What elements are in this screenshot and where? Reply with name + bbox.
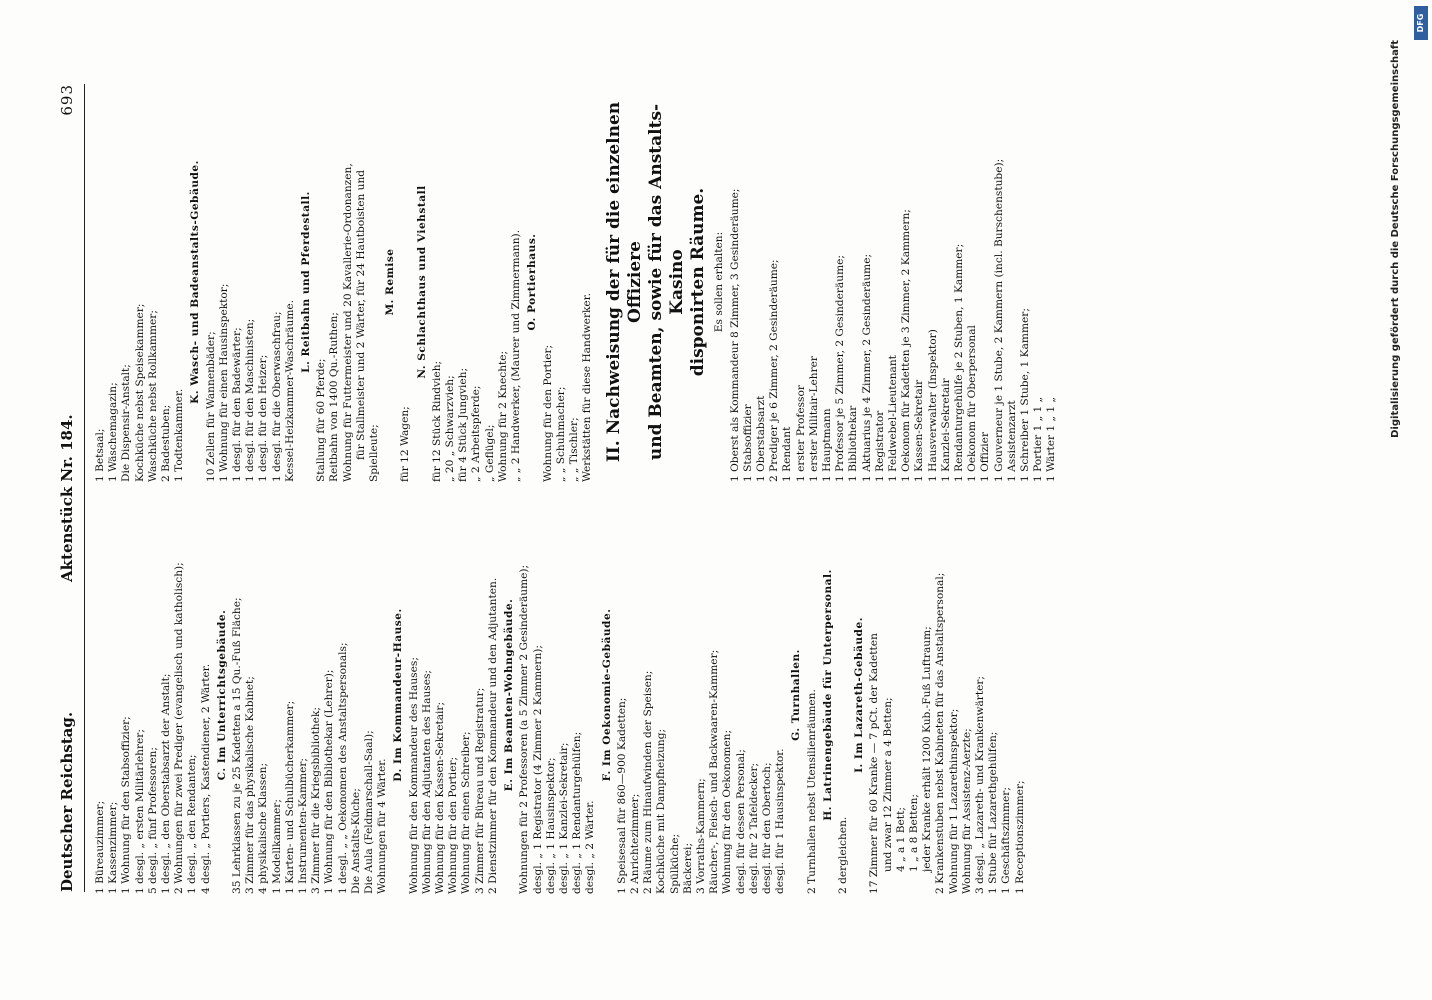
- list-item: für 4 Stück Jungvieh;: [457, 367, 470, 482]
- list-item: für Stallmeister und 2 Wärter, für 24 Hautboisten und: [354, 169, 367, 460]
- right-text-column: [94, 82, 1394, 482]
- right-inventory-list: [94, 82, 594, 482]
- list-item: desgl. „ 2 Wärter.: [584, 800, 597, 894]
- list-item: Bäckerei;: [681, 842, 694, 894]
- section-heading: L. Reitbahn und Pferdestall.: [300, 191, 313, 373]
- staff-intro: Es sollen erhalten:: [713, 231, 726, 333]
- list-item: 2 Räume zum Hinaufwinden der Speisen;: [642, 670, 655, 894]
- list-item: 1 Speisesaal für 860—900 Kadetten;: [615, 697, 628, 894]
- list-item: 3 Zimmer für die Kriegsbibliothek;: [310, 707, 323, 894]
- list-item: für 12 Wagen;: [399, 406, 412, 482]
- page-header: [58, 84, 86, 892]
- list-item: Spülküche;: [668, 833, 681, 894]
- list-item: 1 Wohnung für den Bibliothekar (Lehrer);: [323, 669, 336, 894]
- credit-text: Digitalisierung gefördert durch die Deutsche Forschungsgemeinschaft: [1390, 40, 1401, 438]
- list-item: 5 desgl. „ fünf Professoren;: [146, 747, 159, 894]
- list-item: „ 20 „ Schwarzvieh;: [444, 375, 457, 482]
- list-item: desgl. „ 1 Rendanturgehülfen;: [571, 731, 584, 894]
- list-item: 1 Oekonom für Kadetten je 3 Zimmer, 2 Kammern;: [900, 209, 913, 482]
- list-item: 1 Oberstabsarzt: [754, 395, 767, 482]
- list-item: 1 Instrumenten-Kammer;: [297, 758, 310, 894]
- list-item: „ „ 2 Handwerker, (Maurer und Zimmermann).: [510, 229, 523, 482]
- list-item: „ „ Schuhmacher;: [554, 386, 567, 482]
- list-item: Wohnung für 2 Knechte;: [496, 350, 509, 482]
- list-item: 1 Hausverwalter (Inspektor): [926, 329, 939, 482]
- section-title-line: disponirten Räume.: [688, 187, 709, 377]
- list-item: Wohnung für einen Schreiber;: [460, 731, 473, 894]
- list-item: 1 Geschäftszimmer;: [1000, 787, 1013, 894]
- list-item: Die Anstalts-Küche;: [349, 788, 362, 894]
- section-heading: F. Im Oekonomie-Gebäude.: [600, 608, 613, 782]
- list-item: Die Dispensir-Anstalt;: [120, 364, 133, 482]
- list-item: 1 Kanzlei-Sekretair: [939, 378, 952, 482]
- list-item: Kessel-Heizkammer-Waschräume.: [283, 299, 296, 482]
- section-heading: G. Turnhallen.: [790, 649, 803, 741]
- list-item: 1 Rendant: [781, 426, 794, 482]
- list-item: 2 Wohnungen für zwei Prediger (evangelisch und katholisch);: [173, 562, 186, 894]
- list-item: 4 physikalische Klassen;: [257, 762, 270, 894]
- list-item: 1 „ a 8 Betten;: [907, 794, 920, 872]
- section-title: [604, 82, 709, 482]
- list-item: 10 Zellen für Wannenbäder;: [204, 331, 217, 482]
- list-item: 17 Zimmer für 60 Kranke — 7 pCt. der Kadetten: [868, 633, 881, 894]
- list-item: 1 Schreiber 1 Stube, 1 Kammer;: [1018, 308, 1031, 482]
- section-heading: M. Remise: [384, 248, 397, 316]
- list-item: 1 Wohnung für einen Hausinspektor;: [217, 283, 230, 482]
- list-item: Stallung für 60 Pferde;: [315, 358, 328, 482]
- list-item: Wohnung für den Kommandeur des Hauses;: [407, 657, 420, 894]
- list-item: Kochküche nebst Speisekammer;: [133, 303, 146, 482]
- list-item: 3 Vorraths-Kammern;: [694, 778, 707, 894]
- list-item: 1 Gouverneur je 1 Stube, 2 Kammern (incl. Burschenstube);: [992, 158, 1005, 482]
- list-item: 1 Registrator: [873, 410, 886, 482]
- list-item: 1 desgl. für den Maschinisten;: [244, 318, 257, 482]
- list-item: und zwar 12 Zimmer a 4 Betten;: [881, 697, 894, 872]
- list-item: 35 Lehrklassen zu je 25 Kadetten a 15 Qu.-Fuß Fläche;: [231, 597, 244, 894]
- list-item: 1 Receptionszimmer;: [1013, 780, 1026, 894]
- list-item: desgl. für den Obertoch;: [760, 762, 773, 894]
- list-item: desgl. für 1 Hausinspektor.: [774, 748, 787, 894]
- list-item: 4 desgl. „ Portiers, Kastendiener, 2 Wärter.: [199, 663, 212, 894]
- list-item: Waschküche nebst Rollkammer;: [146, 310, 159, 482]
- dfg-logo-text: DFG: [1416, 13, 1425, 33]
- list-item: 1 Kassen-Sekretair: [913, 379, 926, 482]
- staff-allocation-list: [729, 82, 1059, 482]
- list-item: Wohnung für den Portier;: [541, 344, 554, 482]
- section-heading: H. Latrinengebäude für Unterpersonal.: [821, 569, 834, 821]
- list-item: 2 Krankenstuben nebst Kabineten für das Anstaltspersonal;: [934, 572, 947, 894]
- list-item: Wohnung für 1 Lazarethinspektor;: [947, 708, 960, 894]
- header-rule: [84, 84, 85, 892]
- list-item: Wohnung für den Kassen-Sekretair;: [434, 701, 447, 894]
- section-heading: E. Im Beamten-Wohngebäude.: [503, 598, 516, 792]
- list-item: 1 desgl. für die Oberwaschfrau;: [270, 311, 283, 482]
- header-document-number: Aktenstück Nr. 184.: [58, 414, 76, 582]
- list-item: 1 Rendanturgehülfe je 2 Stuben, 1 Kammer;: [952, 243, 965, 482]
- list-item: 2 dergleichen.: [836, 816, 849, 894]
- list-item: 1 Assistenzarzt: [1005, 400, 1018, 482]
- list-item: Reitbahn von 1400 Qu.-Ruthen;: [328, 312, 341, 482]
- list-item: jeder Kranke erhält 1200 Kub.-Fuß Luftraum;: [921, 626, 934, 872]
- list-item: desgl. „ 1 Registrator (4 Zimmer 2 Kammern);: [531, 645, 544, 894]
- list-item: desgl. „ 1 Hausinspektor;: [544, 757, 557, 894]
- list-item: 1 Wohnung für den Stabsoffizier;: [120, 716, 133, 894]
- list-item: 2 Badestuben;: [160, 404, 173, 482]
- section-heading: N. Schlachthaus und Viehstall: [415, 185, 428, 379]
- list-item: 1 Oberst als Kommandeur 8 Zimmer, 3 Gesinderäume;: [728, 188, 741, 482]
- list-item: Wohnungen für 2 Professoren (a 5 Zimmer 2 Gesinderäume);: [518, 564, 531, 894]
- list-item: 1 Modellkammer;: [270, 799, 283, 894]
- digitization-credit: [1390, 40, 1408, 960]
- list-item: Wohnung für den Adjutanten des Hauses;: [420, 670, 433, 894]
- list-item: für 12 Stück Rindvieh;: [430, 360, 443, 482]
- list-item: 1 Offizier: [979, 431, 992, 482]
- list-item: 1 desgl. für den Heizer;: [257, 354, 270, 482]
- dfg-logo: [1414, 6, 1428, 40]
- list-item: Kochküche mit Dampfheizung;: [655, 728, 668, 894]
- list-item: 3 Zimmer für das physikalische Kabinet;: [244, 676, 257, 894]
- list-item: 4 „ a 1 Bett;: [894, 807, 907, 872]
- header-publication: Deutscher Reichstag.: [58, 711, 76, 892]
- section-heading: D. Im Kommandeur-Hause.: [392, 608, 405, 782]
- list-item: 1 Bibliothekar: [847, 405, 860, 482]
- list-item: 1 desgl. für den Badewärter;: [231, 327, 244, 482]
- list-item: 1 Hauptmann: [820, 408, 833, 482]
- list-item: „ 2 Arbeitspferde;: [470, 385, 483, 482]
- list-item: Wohnung für Assistenz-Aerzte;: [960, 728, 973, 894]
- list-item: 1 desgl. „ ersten Militärlehrer;: [133, 729, 146, 894]
- list-item: Die Aula (Feldmarschall-Saal);: [363, 730, 376, 894]
- list-item: 1 Portier 1 „ 1 „: [1032, 396, 1045, 482]
- list-item: 2 Prediger je 6 Zimmer, 2 Gesinderäume;: [768, 259, 781, 482]
- section-heading: K. Wasch- und Badeanstalts-Gebäude.: [189, 160, 202, 404]
- list-item: Räucher-, Fleisch- und Backwaaren-Kammer;: [708, 649, 721, 894]
- list-item: 1 Stabsoffizier: [741, 404, 754, 482]
- list-item: 1 Todtenkammer.: [173, 388, 186, 482]
- list-item: 1 desgl. „ den Rendanten;: [186, 754, 199, 894]
- list-item: Werkstätten für diese Handwerker.: [581, 293, 594, 482]
- list-item: 1 Karten- und Schulbücherkammer;: [283, 700, 296, 894]
- section-heading: C. Im Unterrichtsgebäude.: [215, 609, 228, 781]
- list-item: „ „ Tischler;: [567, 417, 580, 482]
- list-item: 1 Wärter 1 „ 1 „: [1045, 397, 1058, 482]
- list-item: 1 Betsaal;: [94, 428, 106, 482]
- list-item: 1 Oekonom für Oberpersonal: [966, 325, 979, 482]
- left-text-column: [94, 496, 1394, 894]
- list-item: 1 Wäschemagazin;: [107, 382, 120, 482]
- list-item: Wohnung für den Oekonomen;: [721, 729, 734, 894]
- list-item: 1 erster Professor: [794, 385, 807, 482]
- list-item: „ Geflügel;: [483, 424, 496, 482]
- section-title-line: und Beamten, sowie für das Anstalts-Kasino: [646, 103, 688, 461]
- list-item: Wohnung für den Portier;: [447, 756, 460, 894]
- page-number: 693: [58, 84, 76, 116]
- list-item: 1 desgl. „ „ Oekonomen des Anstaltspersonals;: [336, 642, 349, 894]
- list-item: 1 Professor je 5 Zimmer, 2 Gesinderäume;: [834, 255, 847, 482]
- list-item: 2 Anrichtezimmer;: [628, 793, 641, 894]
- section-heading: I. Im Lazareth-Gebäude.: [853, 617, 866, 773]
- list-item: 1 Büreauzimmer;: [94, 800, 106, 894]
- list-item: 3 desgl. „ Lazareth- und Krankenwärter;: [974, 676, 986, 894]
- list-item: 1 erster Militair-Lehrer: [807, 356, 820, 482]
- list-item: desgl. „ 1 Kanzlei-Sekretair;: [557, 742, 570, 894]
- list-item: 2 Dienstzimmer für den Kommandeur und den Adjutanten.: [486, 577, 499, 894]
- list-item: 2 Turnhallen nebst Utensilienräumen.: [805, 689, 818, 894]
- list-item: 1 Kassenzimmer;: [107, 801, 120, 894]
- list-item: Wohnung für Futtermeister und 20 Kavallerie-Ordonanzen,: [341, 163, 354, 482]
- list-item: desgl. für dessen Personal;: [734, 749, 747, 894]
- list-item: 1 desgl. „ den Oberstabsarzt der Anstalt;: [160, 673, 173, 894]
- list-item: Spielleute;: [368, 424, 381, 482]
- list-item: Wohnungen für 4 Wärter.: [376, 758, 389, 894]
- list-item: 1 Stube für Lazarethgehülfen;: [987, 731, 1000, 894]
- list-item: 3 Zimmer für Büreau und Registratur;: [473, 687, 486, 894]
- list-item: 1 Feldwebel-Lieutenant: [886, 355, 899, 482]
- section-heading: O. Portierhaus.: [526, 233, 539, 331]
- list-item: desgl. für 2 Tafeldecker;: [747, 762, 760, 894]
- list-item: 1 Aktuarius je 4 Zimmer, 2 Gesinderäume;: [860, 253, 873, 482]
- section-title-line: II. Nachweisung der für die einzelnen Offiziere: [604, 101, 646, 463]
